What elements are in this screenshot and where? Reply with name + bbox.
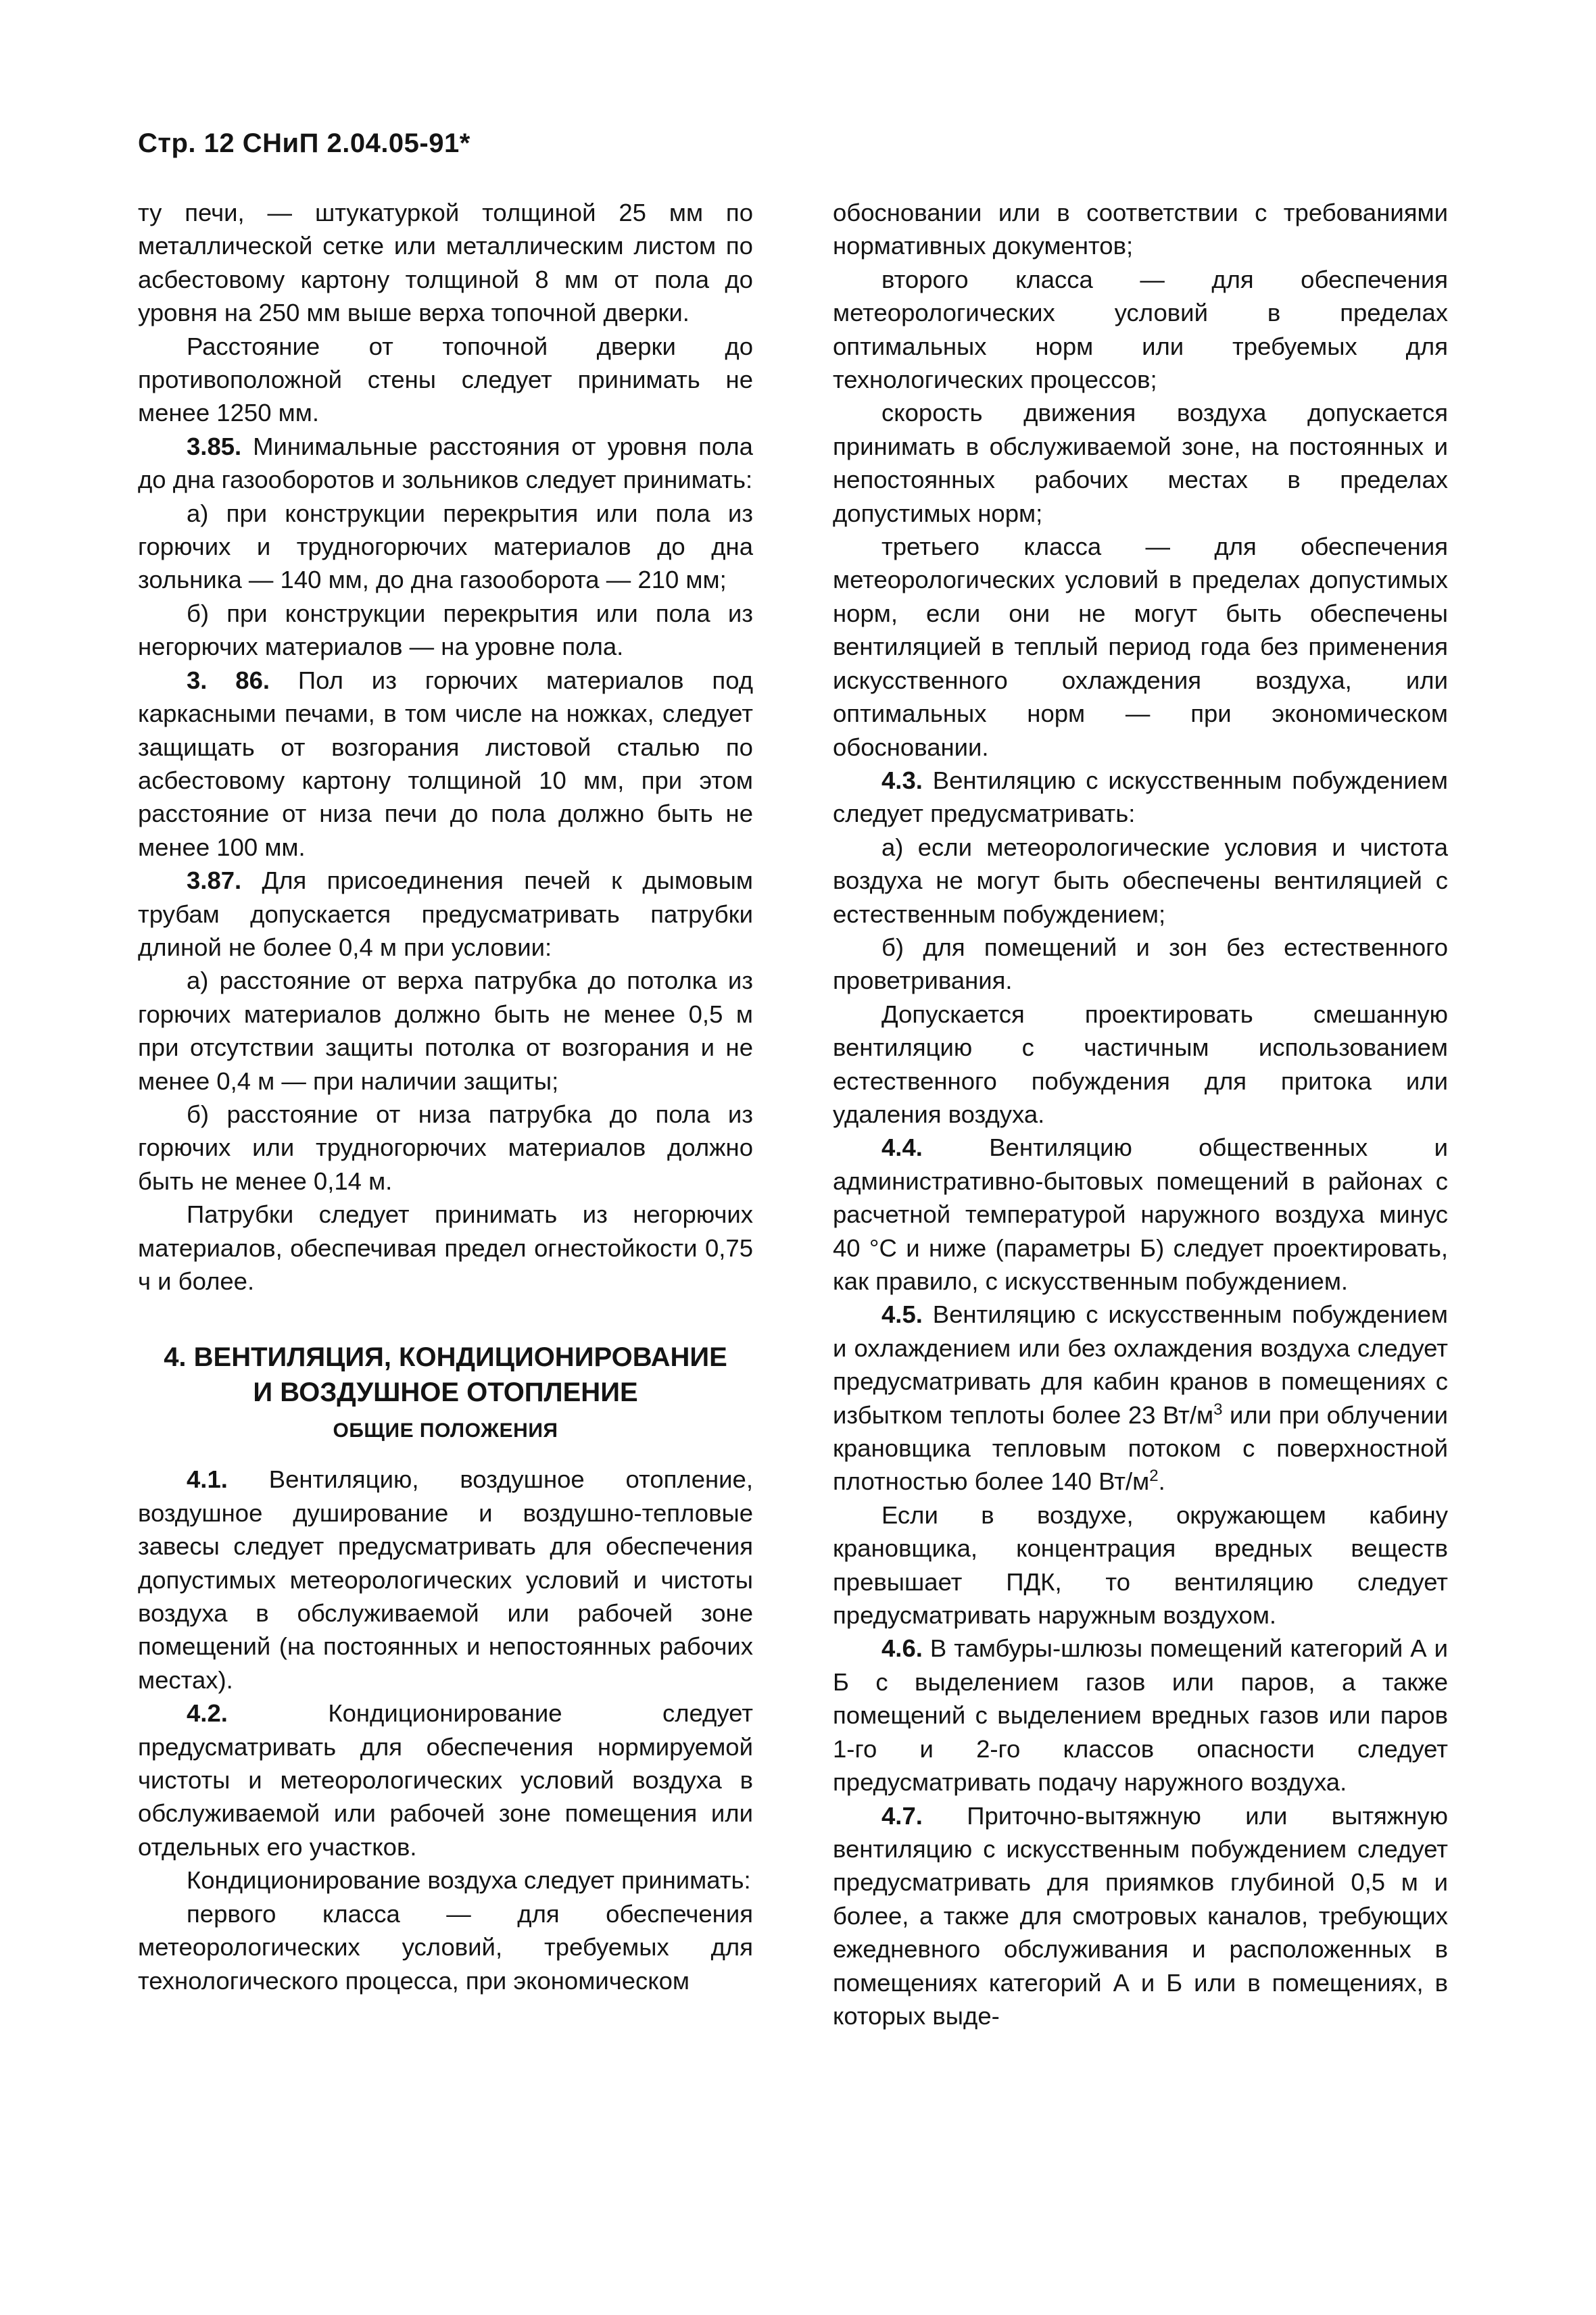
clause-number: 3. 86. [187,666,270,694]
paragraph: а) если метеорологические условия и чистота воздуха не могут быть обеспечены вентиляцией с естественным побуждением; [833,833,1448,928]
clause-number: 4.4. [881,1134,923,1162]
paragraph: обосновании или в соответствии с требованиями нормативных документов; [833,199,1448,260]
clause-4-5 [833,1298,1448,1498]
paragraph: а) при конструкции перекрытия или пола из горючих и трудногорючих материалов до дна зольника — 140 мм, до дна газооборота — 210 мм; [138,499,753,594]
section-title [138,1340,753,1410]
paragraph: Патрубки следует принимать из негорючих материалов, обеспечивая предел огнестойкости 0,75 ч и более. [138,1200,753,1295]
clause-4-1 [138,1463,753,1697]
paragraph: б) при конструкции перекрытия или пола из негорючих материалов — на уровне пола. [138,599,753,661]
superscript: 3 [1213,1400,1223,1419]
page-header: Стр. 12 СНиП 2.04.05-91* [138,128,470,158]
subsection-title: ОБЩИЕ ПОЛОЖЕНИЯ [333,1419,558,1442]
clause-number: 3.85. [187,432,242,460]
clause-text: Для присоединения печей к дымовым трубам допускается предусматривать патрубки длиной не более 0,4 м при условии: [138,867,753,961]
paragraph: третьего класса — для обеспечения метеорологических условий в пределах допустимых норм, если они не могут быть обеспечены вентиляцией в теплый период года без применения искусственного охлаждения воздуха, или оптимальных норм — при экономическом обосновании. [833,533,1448,761]
paragraph: Кондиционирование воздуха следует принимать: [187,1866,751,1895]
paragraph: Расстояние от топочной дверки до противоположной стены следует принимать не менее 1250 мм. [138,332,753,427]
clause-text: Вентиляцию с искусственным побуждением следует предусматривать: [833,766,1448,828]
paragraph: б) расстояние от низа патрубка до пола из горючих или трудногорючих материалов должно быть не менее 0,14 м. [138,1100,753,1195]
paragraph: Допускается проектировать смешанную вентиляцию с частичным использованием естественного побуждения для притока или удаления воздуха. [833,1000,1448,1128]
clause-4-4 [833,1131,1448,1298]
clause-number: 4.2. [187,1699,228,1728]
clause-number: 4.6. [881,1634,923,1663]
clause-3-86 [138,664,753,864]
clause-number: 4.7. [881,1801,923,1830]
clause-text: Кондиционирование следует предусматривать для обеспечения нормируемой чистоты и метеорологических условий воздуха в обслуживаемой или рабочей зоне помещения или отдельных его участков. [138,1699,753,1861]
paragraph: ту печи, — штукатуркой толщиной 25 мм по металлической сетке или металлическим листом по асбестовому картону толщиной 8 мм от пола до уровня на 250 мм выше верха топочной дверки. [138,199,753,327]
paragraph: первого класса — для обеспечения метеорологических условий, требуемых для технологического процесса, при экономическом [138,1899,753,1995]
paragraph: а) расстояние от верха патрубка до потолка из горючих материалов должно быть не менее 0,5 м при отсутствии защиты потолка от возгорания и не менее 0,4 м — при наличии защиты; [138,967,753,1095]
clause-text: Вентиляцию общественных и административно-бытовых помещений в районах с расчетной температурой наружного воздуха минус 40 °С и ниже (параметры Б) следует проектировать, как правило, с искусственным побуждением. [833,1134,1448,1295]
superscript: 2 [1149,1467,1159,1486]
section-title-line: И ВОЗДУШНОЕ ОТОПЛЕНИЕ [253,1378,638,1408]
clause-4-3 [833,764,1448,831]
paragraph: Если в воздухе, окружающем кабину крановщика, концентрация вредных веществ превышает ПДК, то вентиляцию следует предусматривать наружным воздухом. [833,1501,1448,1630]
paragraph: скорость движения воздуха допускается принимать в обслуживаемой зоне, на постоянных и непостоянных рабочих местах в пределах допустимых норм; [833,399,1448,527]
clause-number: 4.1. [187,1465,228,1494]
paragraph: второго класса — для обеспечения метеорологических условий в пределах оптимальных норм или требуемых для технологических процессов; [833,265,1448,394]
clause-text: Вентиляцию, воздушное отопление, воздушное душирование и воздушно-тепловые завесы следует предусматривать для обеспечения допустимых метеорологических условий и чистоты воздуха в обслуживаемой или рабочей зоне помещений (на постоянных и непостоянных рабочих местах). [138,1465,753,1694]
clause-4-7 [833,1799,1448,2033]
clause-number: 4.5. [881,1300,923,1329]
clause-4-6 [833,1632,1448,1799]
right-column [833,196,1448,2032]
clause-text: В тамбуры-шлюзы помещений категорий А и Б с выделением газов или паров, а также помещений с выделением вредных газов или паров 1-го и 2-го классов опасности следует предусматривать подачу наружного воздуха. [833,1634,1448,1797]
clause-text: Приточно-вытяжную или вытяжную вентиляцию с искусственным побуждением следует предусматривать для приямков глубиной 0,5 м и более, а также для смотровых каналов, требующих ежедневного обслуживания и расположенных в помещениях категорий А и Б или в помещениях, в которых выде- [833,1801,1448,2030]
clause-text: Минимальные расстояния от уровня пола до дна газооборотов и зольников следует принимать: [138,432,753,494]
clause-text: или при облучении крановщика тепловым потоком с поверхностной плотностью более 140 Вт/м [833,1400,1448,1496]
paragraph: б) для помещений и зон без естественного проветривания. [833,933,1448,995]
clause-text: Пол из горючих материалов под каркасными печами, в том числе на ножках, следует защищать от возгорания листовой сталью по асбестовому картону толщиной 10 мм, при этом расстояние от низа печи до пола должно быть не менее 100 мм. [138,666,753,861]
left-column [138,196,753,1997]
clause-number: 4.3. [881,766,923,794]
section-title-line: 4. ВЕНТИЛЯЦИЯ, КОНДИЦИОНИРОВАНИЕ [164,1342,727,1373]
clause-text: Вентиляцию с искусственным побуждением и охлаждением или без охлаждения воздуха следует предусматривать для кабин кранов в помещениях с избытком теплоты более 23 Вт/м [833,1300,1448,1429]
clause-4-2 [138,1697,753,1863]
clause-3-85 [138,430,753,497]
clause-text: . [1158,1467,1165,1496]
clause-3-87 [138,864,753,964]
clause-number: 3.87. [187,867,242,895]
